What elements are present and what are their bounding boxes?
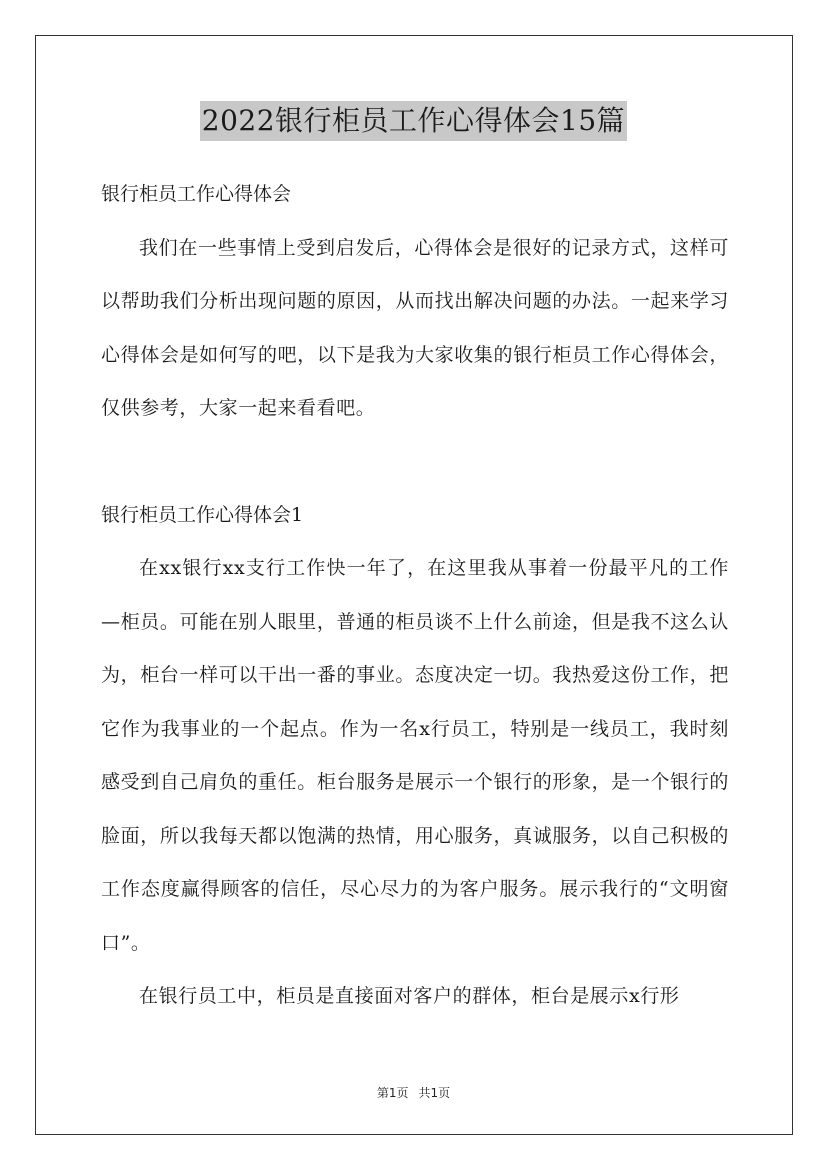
page-number: 第1页 bbox=[376, 1086, 409, 1100]
section1-heading: 银行柜员工作心得体会1 bbox=[101, 503, 304, 526]
document-body bbox=[101, 168, 729, 1024]
section1-paragraph-2: 在银行员工中，柜员是直接面对客户的群体，柜台是展示x行形 bbox=[139, 985, 680, 1007]
section-gap bbox=[101, 436, 729, 489]
intro-paragraph: 我们在一些事情上受到启发后，心得体会是很好的记录方式，这样可以帮助我们分析出现问题的原因，从而找出解决问题的办法。一起来学习心得体会是如何写的吧，以下是我为大家收集的银行柜员工作心得体会，仅供参考，大家一起来看看吧。 bbox=[101, 236, 729, 419]
document-title: 2022银行柜员工作心得体会15篇 bbox=[200, 101, 627, 141]
title-container bbox=[0, 101, 827, 141]
page-footer bbox=[0, 1084, 827, 1101]
page-total: 共1页 bbox=[418, 1086, 451, 1100]
intro-heading: 银行柜员工作心得体会 bbox=[101, 183, 292, 205]
section1-paragraph-1: 在xx银行xx支行工作快一年了，在这里我从事着一份最平凡的工作—柜员。可能在别人眼里，普通的柜员谈不上什么前途，但是我不这么认为，柜台一样可以干出一番的事业。态度决定一切。我热爱这份工作，把它作为我事业的一个起点。作为一名x行员工，特别是一线员工，我时刻感受到自己肩负的重任。柜台服务是展示一个银行的形象，是一个银行的脸面，所以我每天都以饱满的热情，用心服务，真诚服务，以自己积极的工作态度赢得顾客的信任，尽心尽力的为客户服务。展示我行的“文明窗口”。 bbox=[101, 557, 729, 954]
